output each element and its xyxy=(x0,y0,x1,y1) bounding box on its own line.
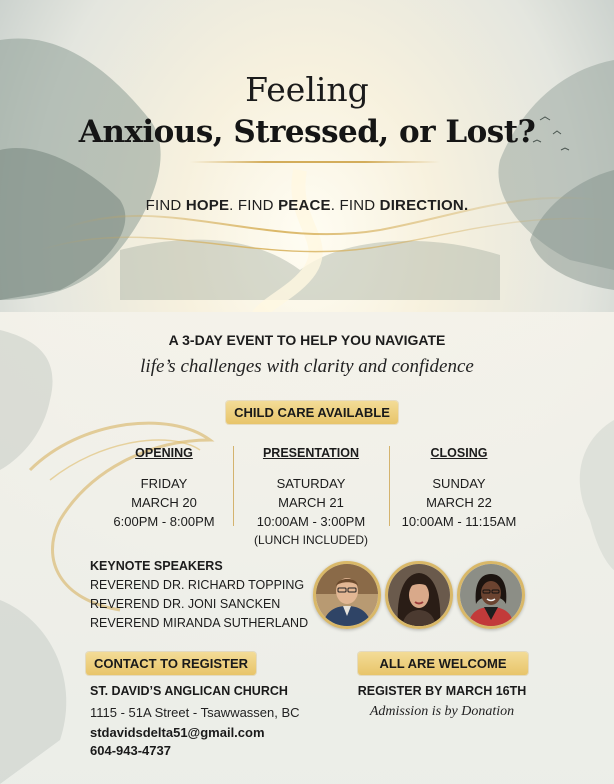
schedule-note: (LUNCH INCLUDED) xyxy=(253,533,368,547)
schedule-day: SATURDAY xyxy=(276,476,346,491)
tagline-part: . FIND xyxy=(330,197,380,214)
schedule-date: MARCH 20 xyxy=(131,495,197,510)
childcare-badge: CHILD CARE AVAILABLE xyxy=(226,401,398,424)
church-name: ST. DAVID’S ANGLICAN CHURCH xyxy=(90,684,288,698)
schedule-time: 10:00AM - 3:00PM xyxy=(256,514,366,529)
speaker-name: REVEREND MIRANDA SUTHERLAND xyxy=(90,616,309,630)
admission-note: Admission is by Donation xyxy=(369,704,515,719)
keynote-speakers xyxy=(90,557,308,633)
speaker-name: REVEREND DR. JONI SANCKEN xyxy=(90,597,281,611)
schedule-column-presentation xyxy=(238,444,384,550)
speakers-heading: KEYNOTE SPEAKERS xyxy=(90,559,223,573)
speaker-photo-3 xyxy=(457,561,525,629)
schedule-heading: OPENING xyxy=(135,446,193,460)
title-line-1: Feeling xyxy=(245,70,369,109)
speaker-photo-1 xyxy=(313,561,381,629)
schedule-day: FRIDAY xyxy=(140,476,188,491)
tagline-bold-peace: PEACE xyxy=(278,197,331,214)
event-headline: A 3-DAY EVENT TO HELP YOU NAVIGATE xyxy=(168,332,446,348)
column-divider xyxy=(389,446,390,526)
schedule-column-closing xyxy=(392,444,526,531)
schedule-time: 10:00AM - 11:15AM xyxy=(401,514,517,529)
contact-to-register-badge: CONTACT TO REGISTER xyxy=(86,652,256,675)
contact-email[interactable]: stdavidsdelta51@gmail.com xyxy=(90,725,265,740)
title-line-2: Anxious, Stressed, or Lost? xyxy=(78,114,536,150)
schedule-heading: PRESENTATION xyxy=(262,446,360,460)
speaker-photo-2 xyxy=(385,561,453,629)
column-divider xyxy=(233,446,234,526)
gold-divider xyxy=(190,161,440,163)
tagline-bold-direction: DIRECTION. xyxy=(379,197,469,214)
contact-phone[interactable]: 604-943-4737 xyxy=(90,743,171,758)
schedule-day: SUNDAY xyxy=(432,476,486,491)
register-deadline: REGISTER BY MARCH 16TH xyxy=(357,684,527,698)
tagline-part: . FIND xyxy=(229,197,279,214)
schedule-date: MARCH 22 xyxy=(426,495,492,510)
schedule-heading: CLOSING xyxy=(430,446,488,460)
speaker-name: REVEREND DR. RICHARD TOPPING xyxy=(90,578,305,592)
schedule-time: 6:00PM - 8:00PM xyxy=(113,514,215,529)
church-address: 1115 - 51A Street - Tsawwassen, BC xyxy=(90,705,300,720)
schedule-date: MARCH 21 xyxy=(278,495,344,510)
tagline-bold-hope: HOPE xyxy=(185,197,230,214)
tagline-part: FIND xyxy=(145,197,186,214)
event-subline: life’s challenges with clarity and confidence xyxy=(140,356,474,377)
all-are-welcome-badge: ALL ARE WELCOME xyxy=(358,652,528,675)
schedule-column-opening xyxy=(96,444,232,531)
tagline xyxy=(0,197,614,214)
